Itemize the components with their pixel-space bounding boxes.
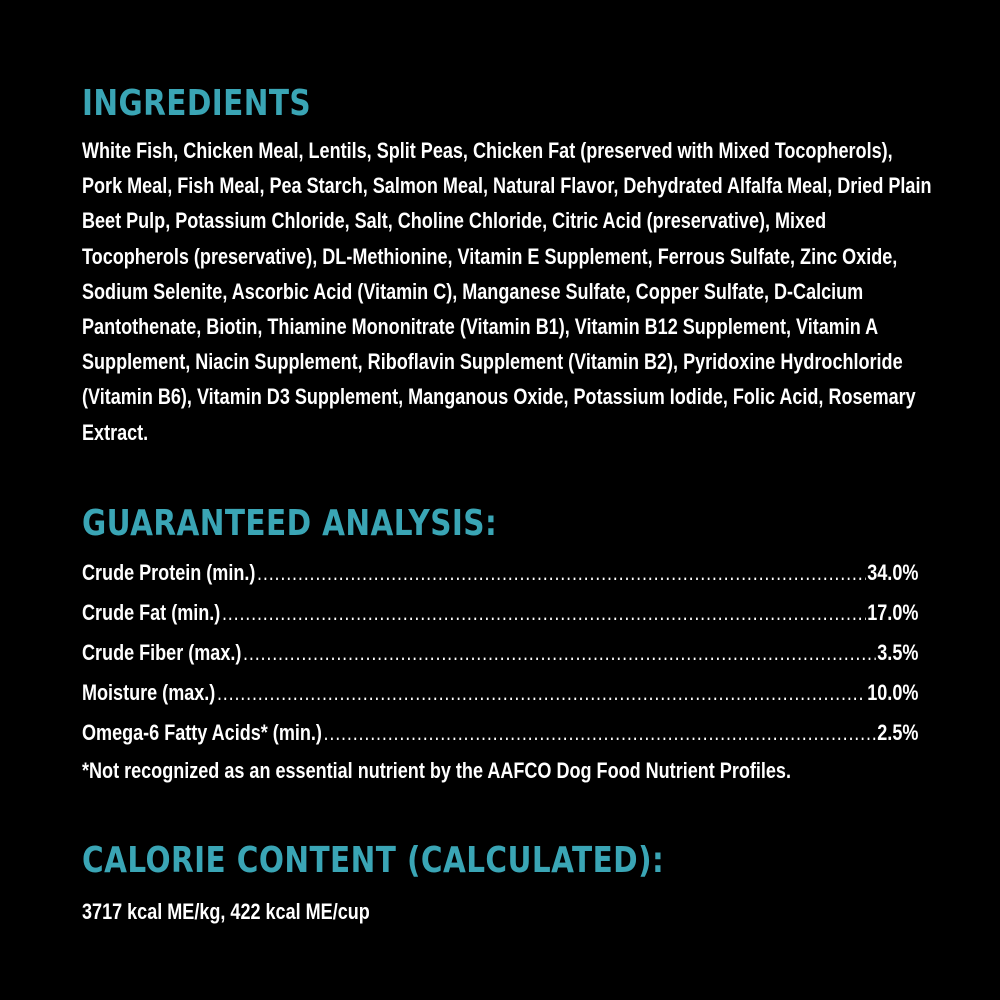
analysis-row-omega-6 xyxy=(82,713,918,753)
analysis-value: 10.0% xyxy=(867,680,919,705)
analysis-value: 3.5% xyxy=(877,640,919,665)
analysis-value: 17.0% xyxy=(867,600,919,625)
dot-leader xyxy=(222,593,866,633)
guaranteed-analysis-table xyxy=(82,553,918,753)
analysis-row-crude-protein xyxy=(82,553,918,593)
calorie-content-heading: CALORIE CONTENT (CALCULATED): xyxy=(82,840,665,881)
analysis-label: Moisture (max.) xyxy=(82,680,216,705)
guaranteed-analysis-heading: GUARANTEED ANALYSIS: xyxy=(82,503,498,544)
analysis-value: 34.0% xyxy=(867,560,919,585)
analysis-label: Crude Fiber (max.) xyxy=(82,640,242,665)
analysis-row-crude-fiber xyxy=(82,633,918,673)
dot-leader xyxy=(217,673,866,713)
analysis-value: 2.5% xyxy=(877,720,919,745)
analysis-row-crude-fat xyxy=(82,593,918,633)
dot-leader xyxy=(243,633,876,673)
analysis-label: Crude Fat (min.) xyxy=(82,600,221,625)
analysis-footnote: *Not recognized as an essential nutrient by the AAFCO Dog Food Nutrient Profiles. xyxy=(82,758,791,783)
calorie-content-value: 3717 kcal ME/kg, 422 kcal ME/cup xyxy=(82,899,370,924)
analysis-row-moisture xyxy=(82,673,918,713)
dot-leader xyxy=(257,553,866,593)
analysis-label: Omega-6 Fatty Acids* (min.) xyxy=(82,720,322,745)
ingredients-list: White Fish, Chicken Meal, Lentils, Split Peas, Chicken Fat (preserved with Mixed Tocopherols), Pork Meal, Fish Meal, Pea Starch, Salmon Meal, Natural Flavor, Dehydrated Alfalfa Meal, Dried Plain Beet Pulp, Potassium Chloride, Salt, Choline Chloride, Citric Acid (preservative), Mixed Tocopherols (preservative), DL-Methionine, Vitamin E Supplement, Ferrous Sulfate, Zinc Oxide, Sodium Selenite, Ascorbic Acid (Vitamin C), Manganese Sulfate, Copper Sulfate, D-Calcium Pantothenate, Biotin, Thiamine Mononitrate (Vitamin B1), Vitamin B12 Supplement, Vitamin A Supplement, Niacin Supplement, Riboflavin Supplement (Vitamin B2), Pyridoxine Hydrochloride (Vitamin B6), Vitamin D3 Supplement, Manganous Oxide, Potassium Iodide, Folic Acid, Rosemary Extract. xyxy=(82,138,932,445)
analysis-label: Crude Protein (min.) xyxy=(82,560,256,585)
dot-leader xyxy=(324,713,876,753)
ingredients-heading: INGREDIENTS xyxy=(82,83,312,124)
